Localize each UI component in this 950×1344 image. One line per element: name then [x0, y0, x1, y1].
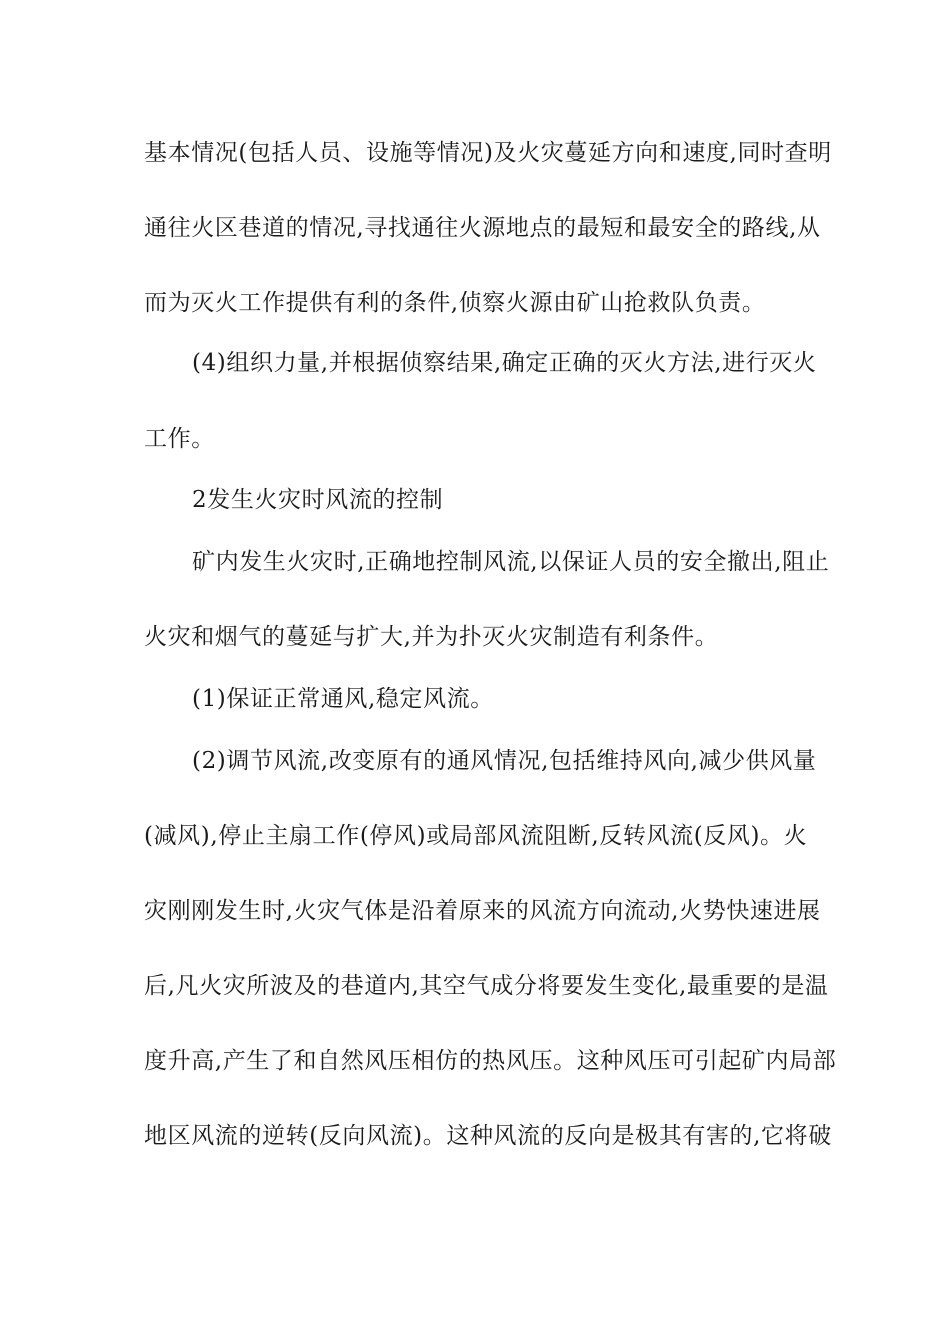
list-item: (1)保证正常通风,稳定风流。 [192, 686, 494, 712]
section-heading: 2发生火灾时风流的控制 [192, 487, 444, 513]
text-line: 度升高,产生了和自然风压相仿的热风压。这种风压可引起矿内局部 [144, 1048, 837, 1074]
text-line: (4)组织力量,并根据侦察结果,确定正确的灭火方法,进行灭火 [192, 350, 817, 376]
text-line: 火灾和烟气的蔓延与扩大,并为扑灭火灾制造有利条件。 [144, 624, 719, 650]
text-line: 通往火区巷道的情况,寻找通往火源地点的最短和最安全的路线,从 [144, 215, 821, 241]
text-line: 基本情况(包括人员、设施等情况)及火灾蔓延方向和速度,同时查明 [144, 140, 832, 166]
text-line: 后,凡火灾所波及的巷道内,其空气成分将要发生变化,最重要的是温 [144, 973, 829, 999]
text-line: 矿内发生火灾时,正确地控制风流,以保证人员的安全撤出,阻止 [192, 549, 830, 575]
list-item: (2)调节风流,改变原有的通风情况,包括维持风向,减少供风量 [192, 748, 817, 774]
text-line: 地区风流的逆转(反向风流)。这种风流的反向是极其有害的,它将破 [144, 1123, 832, 1149]
text-line: 工作。 [144, 426, 215, 452]
text-line: (减风),停止主扇工作(停风)或局部风流阻断,反转风流(反风)。火 [144, 823, 808, 849]
text-line: 灾刚刚发生时,火灾气体是沿着原来的风流方向流动,火势快速进展 [144, 898, 821, 924]
text-line: 而为灭火工作提供有利的条件,侦察火源由矿山抢救队负责。 [144, 290, 766, 316]
